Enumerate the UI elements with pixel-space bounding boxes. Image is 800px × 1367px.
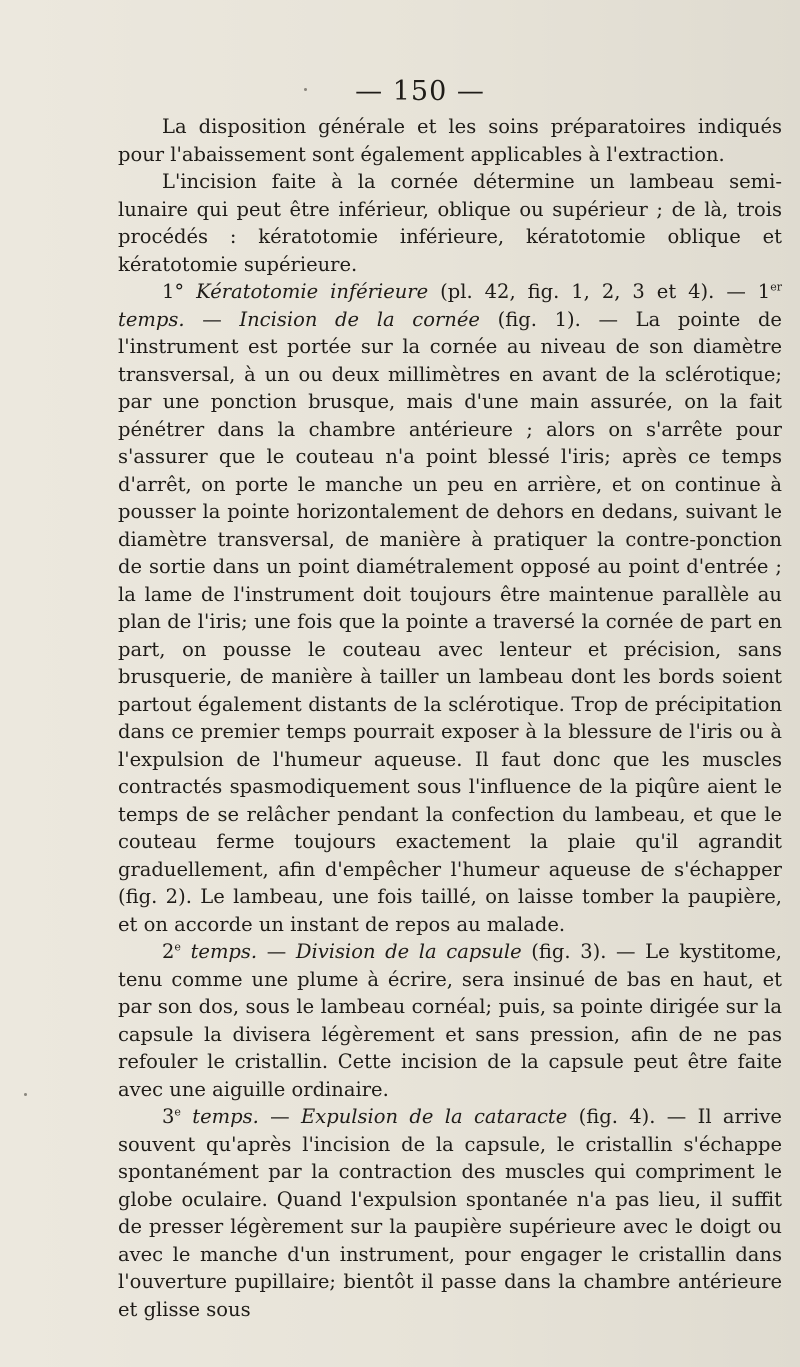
paragraph-division-capsule [118, 938, 782, 1103]
ink-speck [24, 1093, 27, 1096]
paragraph-keratotomie-inferieure [118, 278, 782, 938]
step-body: (fig. 1). — La pointe de l'instrument est portée sur la cornée au niveau de son diamètre transversal, à un ou deux millimètres en avant de la sclérotique; par une ponction brusque, mais d'une main assurée, on la fait pénétrer dans la chambre antérieure ; alors on s'arrête pour s'assurer que le couteau n'a point blessé l'iris; après ce temps d'arrêt, on porte le manche un peu en arrière, et on continue à pousser la pointe horizontalement de dehors en dedans, suivant le diamètre transversal, de manière à pratiquer la contre-ponction de sortie dans un point diamétralement opposé au point d'entrée ; la lame de l'instrument doit toujours être maintenue parallèle au plan de l'iris; une fois que la pointe a traversé la cornée de part en part, on pousse le couteau avec lenteur et précision, sans brusquerie, de manière à tailler un lambeau dont les bords soient partout également distants de la sclérotique. Trop de précipitation dans ce premier temps pourrait exposer à la blessure de l'iris ou à l'expulsion de l'humeur aqueuse. Il faut donc que les muscles contractés spasmodiquement sous l'influence de la piqûre aient le temps de se relâcher pendant la confection du lambeau, et que le couteau ferme toujours exactement la plaie qu'il agrandit graduellement, afin d'empêcher l'humeur aqueuse de s'échapper (fig. 2). Le lambeau, une fois taillé, on laisse tomber la paupière, et on accorde un instant de repos au malade. [118, 307, 782, 936]
page-number: — 150 — [355, 76, 485, 107]
paragraph-intro: La disposition générale et les soins préparatoires indiqués pour l'abaissement sont également applicables à l'extraction. [118, 115, 782, 166]
section-title: Kératotomie inférieure [196, 280, 429, 303]
ordinal-suffix: er [770, 280, 782, 294]
ordinal-suffix: e [174, 940, 181, 954]
step-title: Division de la capsule [295, 940, 522, 963]
dash: — [257, 940, 296, 963]
step-label: temps. [190, 940, 258, 963]
paragraph-expulsion-cataracte [118, 1103, 782, 1323]
step-number: 2 [162, 940, 175, 963]
step-label: temps. [118, 307, 185, 331]
step-label: temps. [192, 1105, 259, 1128]
step-body: (fig. 3). — Le kystitome, tenu comme une plume à écrire, sera insinué de bas en haut, et par son dos, sous le lambeau cornéal; puis, sa pointe dirigée sur la capsule la divisera légèrement et sans pression, afin de ne pas refouler le cristallin. Cette incision de la capsule peut être faite avec une aiguille ordinaire. [118, 940, 782, 1101]
section-number: 1° [162, 280, 185, 303]
dash: — [184, 307, 240, 331]
step-number: 3 [162, 1105, 175, 1128]
dash: — [258, 1105, 302, 1128]
ordinal-suffix: e [174, 1105, 181, 1119]
step-title: Incision de la cornée [239, 307, 480, 331]
plate-reference: (pl. 42, fig. 1, 2, 3 et 4). — 1 [428, 280, 771, 303]
paragraph-incision: L'incision faite à la cornée détermine un lambeau semi-lunaire qui peut être inférieur, oblique ou supérieur ; de là, trois procédés : kératotomie inférieure, kératotomie oblique et kératotomie supérieure. [118, 170, 782, 276]
step-body: (fig. 4). — Il arrive souvent qu'après l'incision de la capsule, le cristallin s'échappe spontanément par la contraction des muscles qui compriment le globe oculaire. Quand l'expulsion spontanée n'a pas lieu, il suffit de presser légèrement sur la paupière supérieure avec le doigt ou avec le manche d'un instrument, pour engager le cristallin dans l'ouverture pupillaire; bientôt il passe dans la chambre antérieure et glisse sous [118, 1105, 782, 1321]
body-text [118, 113, 782, 1323]
step-title: Expulsion de la cataracte [301, 1105, 568, 1128]
